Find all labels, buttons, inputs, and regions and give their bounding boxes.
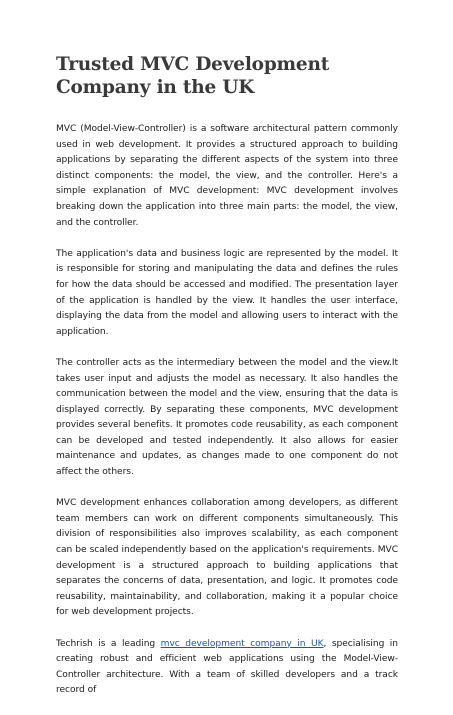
paragraph-techrish-lead: Techrish is a leading (56, 638, 161, 649)
paragraph-model-view: The application's data and business logic are represented by the model. It is responsible for storing and manipulating the data and defines the rules for how the data should be accessed and modified. The presentation layer of the application is handled by the view. It handles the user interface, displaying the data from the model and allowing users to interact with the application. (56, 248, 398, 337)
paragraph-collaboration: MVC development enhances collaboration among developers, as different team members can work on different components simultaneously. This division of responsibilities also improves scalability, as each component can be scaled independently based on the application's requirements. MVC development is a structured approach to building applications that separates the concerns of data, presentation, and logic. It promotes code reusability, maintainability, and collaboration, making it a popular choice for web development projects. (56, 498, 398, 618)
document-content (56, 53, 398, 715)
mvc-company-link[interactable]: mvc development company in UK (160, 638, 324, 649)
paragraph-controller: The controller acts as the intermediary between the model and the view.It takes user input and adjusts the model as necessary. It also handles the communication between the model and the view, ensuring that the data is displayed correctly. By separating these components, MVC development provides several benefits. It promotes code reusability, as each component can be developed and tested independently. It also allows for easier maintenance and updates, as changes made to one component do not affect the others. (56, 357, 398, 478)
paragraph-intro: MVC (Model-View-Controller) is a software architectural pattern commonly used in web development. It provides a structured approach to building applications by separating the different aspects of the system into three distinct components: the model, the view, and the controller. Here's a simple explanation of MVC development: MVC development involves breaking down the application into three main parts: the model, the view, and the controller. (56, 124, 398, 228)
page-title: Trusted MVC Development Company in the UK (56, 54, 330, 98)
paragraph-techrish (56, 637, 398, 699)
paragraph-techrish-rest: , specialising in creating robust and efficient web applications using the Model-View-Controller architecture. With a team of skilled developers and a track record of (56, 638, 398, 696)
